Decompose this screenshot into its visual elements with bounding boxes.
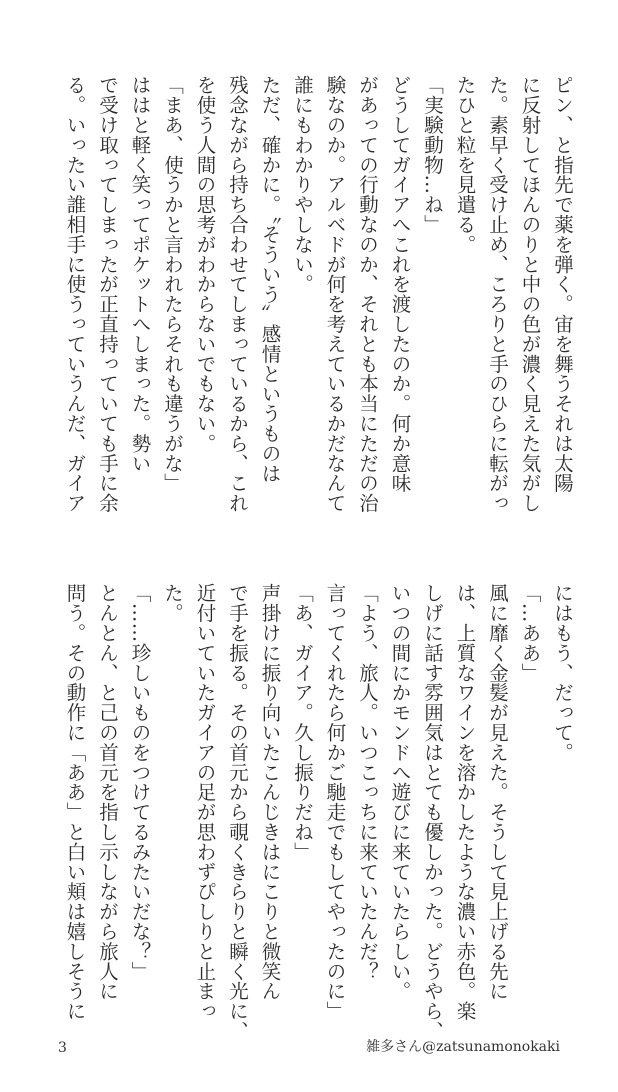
text-line: たひと粒を見遣る。 <box>453 75 477 255</box>
text-line: 「よう、旅人。いつこっちに来ていたんだ？ <box>356 583 379 981</box>
page-number: 3 <box>58 1040 67 1056</box>
text-line: しげに話す雰囲気はとても優しかった。どうやら、 <box>421 583 444 1041</box>
text-line: 声掛けに振り向いたこんじきはにこりと微笑ん <box>258 583 282 1001</box>
text-line: を使う人間の思考がわからないでもない。 <box>193 75 217 454</box>
text-line: 「…ああ」 <box>518 583 542 683</box>
text-line: ははと軽く笑ってポケットへしまった。勢い <box>128 75 152 473</box>
text-line: いつの間にかモンドへ遊びに来ていたらしい。 <box>388 583 412 1001</box>
text-line: ただ、確かに。〝そういう〟感情というものは <box>258 75 282 484</box>
text-line: とんとん、と己の首元を指し示しながら旅人に <box>96 583 119 1001</box>
text-line: で手を振る。その首元から覗くきらりと瞬く光に、 <box>226 583 249 1041</box>
text-line: 「……珍しいものをつけてるみたいだな？」 <box>128 583 152 981</box>
text-line: た。素早く受け止め、ころりと手のひらに転がっ <box>486 75 509 513</box>
text-line: があっての行動なのか、それとも本当にただの治 <box>356 75 379 513</box>
text-line: で受け取ってしまったが正直持っていても手に余 <box>96 75 119 513</box>
text-line: どうしてガイアへこれを渡したのか。何か意味 <box>388 75 412 493</box>
text-line: に反射してほんのりと中の色が濃く見えた気がし <box>518 75 542 513</box>
text-line: 問う。その動作に「ああ」と白い頬は嬉しそうに <box>63 583 87 1021</box>
text-line: る。いったい誰相手に使うっていうんだ、ガイア <box>63 75 87 513</box>
text-block-upper <box>58 75 578 530</box>
text-line: 「実験動物…ね」 <box>421 75 444 235</box>
text-line: た。 <box>161 583 184 623</box>
text-line: は、上質なワインを溶かしたような濃い赤色。楽 <box>453 583 477 1021</box>
text-line: 残念ながら持ち合わせてしまっているから、これ <box>226 75 249 513</box>
text-line: 風に靡く金髪が見えた。そうして見上げる先に <box>486 583 509 1001</box>
author-credit: 雑多さん@zatsunamonokaki <box>366 1039 560 1055</box>
text-line: 近付いていたガイアの足が思わずぴしりと止まっ <box>193 583 217 1021</box>
text-line: 「まあ、使うかと言われたらそれも違うがな」 <box>161 75 184 493</box>
text-line: にはもう、だって。 <box>551 583 574 763</box>
text-block-lower <box>58 583 578 1041</box>
text-line: 験なのか。アルベドが何を考えているかだなんて <box>323 75 347 513</box>
text-line: ピン、と指先で薬を弾く。宙を舞うそれは太陽 <box>551 75 574 493</box>
text-line: 言ってくれたら何かご馳走でもしてやったのに」 <box>323 583 347 1021</box>
text-line: 誰にもわかりやしない。 <box>291 75 314 294</box>
text-line: 「あ、ガイア。久し振りだね」 <box>291 583 314 862</box>
